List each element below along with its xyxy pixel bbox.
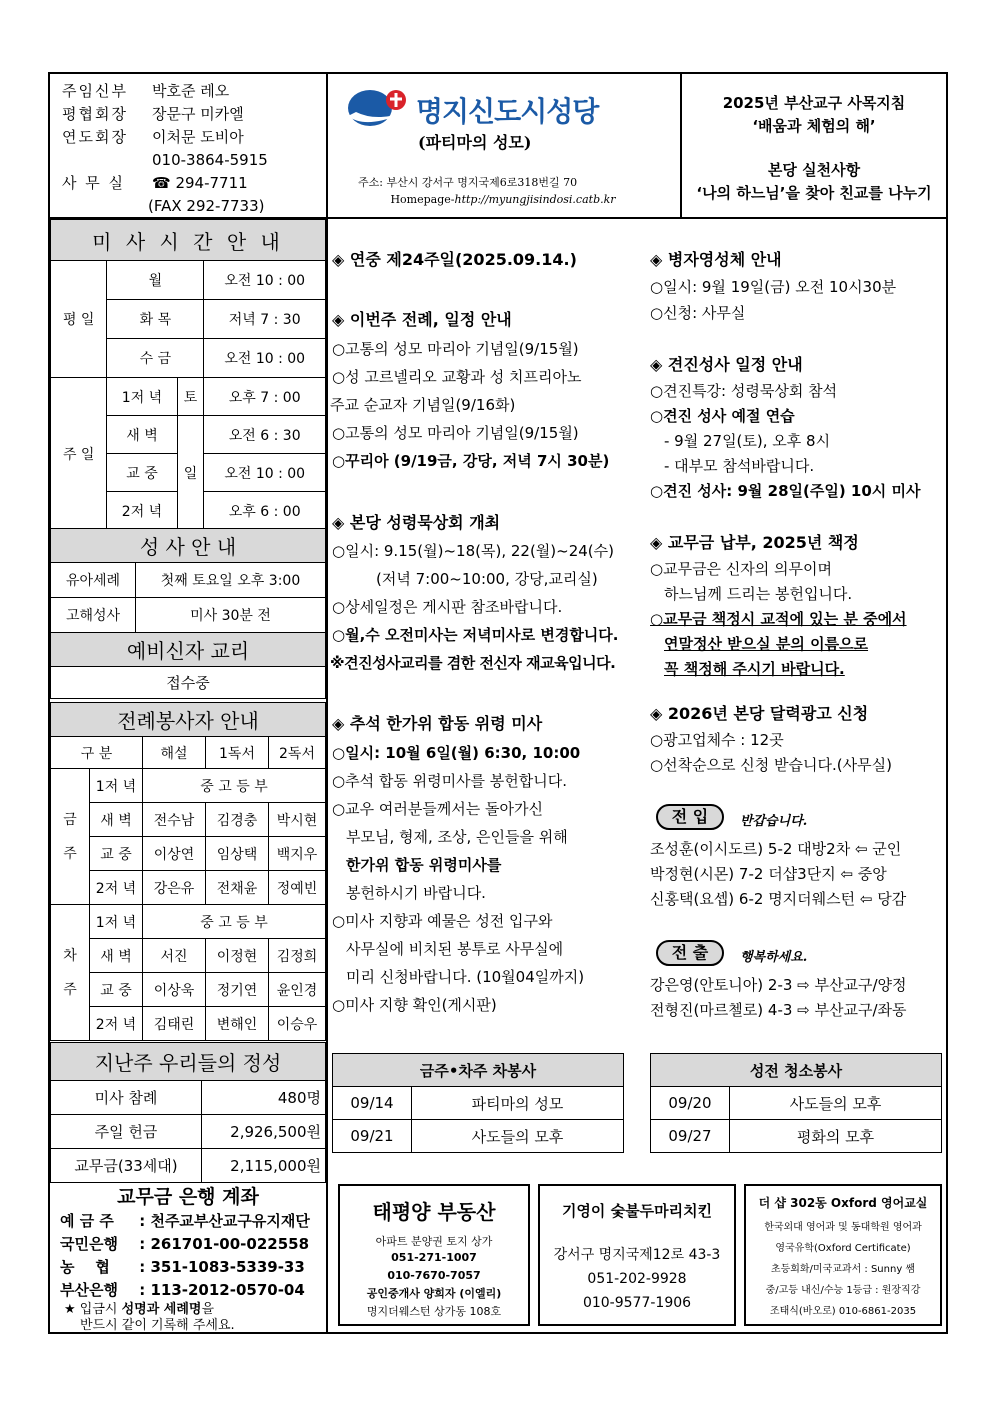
dues-line: 하느님께 드리는 봉헌입니다. <box>664 585 853 603</box>
ad-line: 초등회화/미국교과서 : Sunny 쌤 <box>770 1264 916 1275</box>
staff-row <box>62 149 322 172</box>
duty-group: 파티마의 성모 <box>412 1087 624 1120</box>
motto: ‘배움과 체험의 해’ <box>752 117 876 135</box>
weekday-label: 평 일 <box>51 261 107 378</box>
servers-slot: 새 벽 <box>90 939 143 973</box>
duty-date: 09/14 <box>333 1087 412 1120</box>
staff-role: 주임신부 <box>62 82 128 100</box>
bank-line: 예 금 주 : 천주교부산교구유지재단 <box>60 1210 326 1233</box>
duty-group: 평화의 모후 <box>730 1120 942 1153</box>
offering-title: 지난주 우리들의 정성 <box>51 1043 326 1081</box>
staff-name: 이처문 도비아 <box>152 128 244 146</box>
transfer-in-line: 박정현(시몬) 7-2 더샵3단지 ⇦ 중앙 <box>650 865 887 883</box>
ad-phone: 051-271-1007 <box>391 1251 477 1264</box>
sacrament-title: 성 사 안 내 <box>51 529 326 563</box>
servers-header: 1독서 <box>206 737 269 769</box>
office-phone: ☎ 294-7711 <box>152 174 248 192</box>
mass-time: 오전 6 : 30 <box>204 416 326 454</box>
duty-group: 사도들의 모후 <box>730 1087 942 1120</box>
transfer-out-greeting: 행복하세요. <box>740 950 808 965</box>
offering-label: 미사 참례 <box>51 1081 202 1115</box>
servers-slot: 2저 녁 <box>90 871 143 905</box>
transfer-out-line: 전형진(마르첼로) 4-3 ⇨ 부산교구/좌동 <box>650 1001 907 1019</box>
bank-account: 113-2012-0570-04 <box>150 1281 305 1299</box>
servers-name: 정예빈 <box>269 871 326 905</box>
mass-slot: 2저 녁 <box>107 492 177 530</box>
this-week-label <box>51 769 90 905</box>
mass-time: 오전 10 : 00 <box>204 261 326 300</box>
transfer-in-line: 신홍택(요셉) 6-2 명지더웨스턴 ⇦ 당감 <box>650 890 907 908</box>
servers-slot: 새 벽 <box>90 803 143 837</box>
servers-header: 해설 <box>143 737 206 769</box>
ad-line: 한국외대 영어과 및 동대학원 영어과 <box>764 1222 922 1233</box>
servers-name: 윤인경 <box>269 973 326 1007</box>
ad-title: 기영이 숯불두마리치킨 <box>561 1202 713 1220</box>
bank-note-bold: 성명과 세례명 <box>121 1302 202 1317</box>
staff-list <box>62 80 322 218</box>
liturgy-line: ○고통의 성모 마리아 기념일(9/15월) <box>332 340 579 358</box>
ad-line: 조태식(바오로) 010-6861-2035 <box>769 1306 917 1317</box>
servers-name: 김정희 <box>269 939 326 973</box>
bank-value: 천주교부산교구유지재단 <box>150 1212 310 1230</box>
liturgy-line: 주교 순교자 기념일(9/16화) <box>330 396 516 414</box>
ad-chicken <box>538 1184 736 1326</box>
ad-line: 영국유학(Oxford Certificate) <box>775 1243 911 1254</box>
chuseok-line: ○일시: 10월 6일(월) 6:30, 10:00 <box>332 744 581 762</box>
servers-name: 정기연 <box>206 973 269 1007</box>
servers-group: 중 고 등 부 <box>143 769 326 803</box>
mass-slot: 1저 녁 <box>107 378 177 416</box>
bank-note-line2: 반드시 같이 기록해 주세요. <box>80 1318 235 1333</box>
mass-time: 오후 6 : 00 <box>204 492 326 530</box>
bank-label: 국민은행 <box>60 1235 118 1253</box>
mass-title: 미 사 시 간 안 내 <box>51 220 326 261</box>
chuseok-line: ○미사 지향 확인(게시판) <box>332 996 497 1014</box>
offering-table <box>50 1042 326 1183</box>
retreat-line: ○일시: 9.15(월)~18(목), 22(월)~24(수) <box>332 542 614 560</box>
this-week-char: 금 <box>63 811 77 828</box>
servers-name: 임상택 <box>206 837 269 871</box>
mass-slot: 새 벽 <box>107 416 177 454</box>
practice-text: ‘나의 하느님’을 찾아 친교를 나누기 <box>696 184 932 202</box>
homepage-row <box>326 193 680 206</box>
dues-line: ○교무금 책정시 교적에 있는 분 중에서 <box>650 610 907 628</box>
bank-note <box>64 1302 235 1334</box>
offering-label: 주일 헌금 <box>51 1115 202 1149</box>
chuseok-title: ◈ 추석 한가위 합동 위령 미사 <box>332 714 543 733</box>
liturgy-line: ○꾸리아 (9/19금, 강당, 저녁 7시 30분) <box>332 452 610 470</box>
staff-role: 평협회장 <box>62 105 128 123</box>
staff-role: 연도회장 <box>62 128 128 146</box>
bank-lines <box>60 1210 326 1302</box>
bank-label: 예 금 주 <box>60 1212 114 1230</box>
servers-header: 2독서 <box>269 737 326 769</box>
duty-date: 09/20 <box>651 1087 730 1120</box>
ad-title: 더 샵 302동 Oxford 영어교실 <box>758 1196 928 1210</box>
mass-day: 화 목 <box>107 300 204 339</box>
catechumen-title: 예비신자 교리 <box>51 633 326 667</box>
homepage-label: Homepage- <box>390 193 455 206</box>
confirm-line: - 대부모 참석바랍니다. <box>664 457 815 475</box>
ad-line: 명지더웨스턴 상가동 108호 <box>366 1305 502 1318</box>
clean-duty-title: 성전 청소봉사 <box>651 1054 942 1087</box>
homepage-link[interactable]: http://myungjisindosi.catb.kr <box>454 193 616 206</box>
sunday-title: ◈ 연중 제24주일(2025.09.14.) <box>332 250 577 269</box>
this-week-char: 주 <box>63 845 77 862</box>
sacrament-label: 고해성사 <box>51 598 136 633</box>
servers-table <box>50 702 326 1041</box>
mass-slot: 교 중 <box>107 454 177 492</box>
staff-row <box>62 126 322 149</box>
mass-time: 오후 7 : 00 <box>204 378 326 416</box>
servers-slot: 2저 녁 <box>90 1007 143 1041</box>
bank-line: 부산은행 : 113-2012-0570-04 <box>60 1279 326 1302</box>
staff-row <box>62 195 322 218</box>
staff-name: 박호준 레오 <box>152 82 230 100</box>
staff-role: 사 무 실 <box>62 174 126 192</box>
offering-value: 480명 <box>202 1081 326 1115</box>
mass-schedule-table <box>50 219 326 530</box>
church-logo-icon <box>346 86 412 132</box>
retreat-title: ◈ 본당 성령묵상회 개최 <box>332 513 501 532</box>
chuseok-line: 봉헌하시기 바랍니다. <box>346 884 486 902</box>
chuseok-line: 부모님, 형제, 조상, 은인들을 위해 <box>346 828 568 846</box>
servers-slot: 1저 녁 <box>90 769 143 803</box>
next-week-label <box>51 905 90 1041</box>
ad-title: 태평양 부동산 <box>372 1200 496 1224</box>
confirmation-title: ◈ 견진성사 일정 안내 <box>650 355 803 374</box>
ad-line: 공인중개사 양희자 (이엘리) <box>366 1287 502 1300</box>
duty-date: 09/27 <box>651 1120 730 1153</box>
confirm-line: ○견진특강: 성령묵상회 참석 <box>650 382 838 400</box>
staff-row <box>62 80 322 103</box>
sick-communion-title: ◈ 병자영성체 안내 <box>650 250 782 269</box>
servers-name: 이정현 <box>206 939 269 973</box>
dues-title: ◈ 교무금 납부, 2025년 책정 <box>650 533 859 552</box>
car-duty-title: 금주•차주 차봉사 <box>333 1054 624 1087</box>
confirm-line: ○견진 성사: 9월 28일(주일) 10시 미사 <box>650 482 921 500</box>
retreat-line: ※견진성사교리를 겸한 전신자 재교육입니다. <box>330 654 616 672</box>
chuseok-line: 미리 신청바랍니다. (10월04일까지) <box>346 968 585 986</box>
ad-phone: 051-202-9928 <box>587 1271 687 1287</box>
confirm-line: ○견진 성사 예절 연습 <box>650 407 795 425</box>
sacrament-value: 미사 30분 전 <box>136 598 326 633</box>
liturgy-line: ○고통의 성모 마리아 기념일(9/15월) <box>332 424 579 442</box>
motto-year: 2025년 부산교구 사목지침 <box>722 94 906 112</box>
staff-row <box>62 172 322 195</box>
sacrament-label: 유아세례 <box>51 563 136 598</box>
offering-value: 2,926,500원 <box>202 1115 326 1149</box>
chuseok-line: ○추석 합동 위령미사를 봉헌합니다. <box>332 772 568 790</box>
office-fax: (FAX 292-7733) <box>148 197 265 215</box>
retreat-line: ○상세일정은 게시판 참조바랍니다. <box>332 598 563 616</box>
ad-phone: 010-7670-7057 <box>387 1269 481 1282</box>
mass-day: 월 <box>107 261 204 300</box>
sacrament-value: 첫째 토요일 오후 3:00 <box>136 563 326 598</box>
ad-phone: 010-9577-1906 <box>582 1295 692 1311</box>
chuseok-line: 사무실에 비치된 봉투로 사무실에 <box>346 940 564 958</box>
church-name: 명지신도시성당 <box>416 95 599 128</box>
servers-name: 백지우 <box>269 837 326 871</box>
sunday-day-label: 일 <box>177 416 204 530</box>
bank-line: 농 협 : 351-1083-5339-33 <box>60 1256 326 1279</box>
car-duty-table <box>332 1053 624 1153</box>
staff-phone: 010-3864-5915 <box>152 151 268 169</box>
servers-name: 강은유 <box>143 871 206 905</box>
mass-time: 오전 10 : 00 <box>204 454 326 492</box>
sick-line: ○신청: 사무실 <box>650 304 746 322</box>
dues-line: ○교무금은 신자의 의무이며 <box>650 560 833 578</box>
servers-name: 서진 <box>143 939 206 973</box>
bank-note-post: 을 <box>201 1302 215 1317</box>
bank-note-pre: ★ 입금시 <box>64 1302 122 1317</box>
dues-line: 연말정산 받으실 분의 이름으로 <box>664 635 869 653</box>
servers-name: 김태린 <box>143 1007 206 1041</box>
servers-name: 전채윤 <box>206 871 269 905</box>
confirm-line: - 9월 27일(토), 오후 8시 <box>664 432 831 450</box>
servers-name: 이상연 <box>143 837 206 871</box>
sunday-label: 주 일 <box>51 378 107 530</box>
liturgy-title: ◈ 이번주 전례, 일정 안내 <box>332 310 512 329</box>
bank-line: 국민은행 : 261701-00-022558 <box>60 1233 326 1256</box>
mass-time: 저녁 7 : 30 <box>204 300 326 339</box>
servers-name: 이상욱 <box>143 973 206 1007</box>
mass-time: 오전 10 : 00 <box>204 339 326 378</box>
sacrament-table <box>50 528 326 699</box>
transfer-in-greeting: 반갑습니다. <box>740 814 808 829</box>
saturday-label: 토 <box>177 378 204 416</box>
servers-group: 중 고 등 부 <box>143 905 326 939</box>
calendar-line: ○선착순으로 신청 받습니다.(사무실) <box>650 756 892 774</box>
servers-slot: 교 중 <box>90 973 143 1007</box>
bank-account: 261701-00-022558 <box>150 1235 310 1253</box>
calendar-line: ○광고업체수 : 12곳 <box>650 731 784 749</box>
retreat-line: ○월,수 오전미사는 저녁미사로 변경합니다. <box>332 626 619 644</box>
ad-line: 중/고등 내신/수능 1등급 : 원장직강 <box>765 1285 921 1296</box>
address: 주소: 부산시 강서구 명지국제6로318번길 70 <box>358 176 578 189</box>
left-column-divider <box>326 74 328 1332</box>
calendar-ad-title: ◈ 2026년 본당 달력광고 신청 <box>650 704 869 723</box>
chuseok-line: ○교우 여러분들께서는 돌아가신 <box>332 800 543 818</box>
duty-date: 09/21 <box>333 1120 412 1153</box>
bank-label: 농 협 <box>60 1258 110 1276</box>
bank-account: 351-1083-5339-33 <box>150 1258 305 1276</box>
servers-header: 구 분 <box>51 737 143 769</box>
servers-name: 이승우 <box>269 1007 326 1041</box>
ad-line: 아파트 분양권 토지 상가 <box>375 1235 493 1248</box>
retreat-line: (저녁 7:00~10:00, 강당,교리실) <box>376 570 598 588</box>
transfer-out-badge: 전 출 <box>656 940 724 966</box>
next-week-char: 차 <box>63 947 77 964</box>
duty-group: 사도들의 모후 <box>412 1120 624 1153</box>
servers-slot: 1저 녁 <box>90 905 143 939</box>
ad-real-estate <box>338 1184 530 1326</box>
bank-title: 교무금 은행 계좌 <box>117 1186 259 1208</box>
ad-english-school <box>744 1184 942 1326</box>
dues-line: 꼭 책정해 주시기 바랍니다. <box>664 660 845 678</box>
servers-name: 김경충 <box>206 803 269 837</box>
catechumen-value: 접수중 <box>51 667 326 699</box>
transfer-out-line: 강은영(안토니아) 2-3 ⇨ 부산교구/양정 <box>650 976 907 994</box>
mass-day: 수 금 <box>107 339 204 378</box>
offering-label: 교무금(33세대) <box>51 1149 202 1183</box>
bank-label: 부산은행 <box>60 1281 118 1299</box>
servers-name: 전수남 <box>143 803 206 837</box>
servers-name: 변해인 <box>206 1007 269 1041</box>
staff-row <box>62 103 322 126</box>
staff-name: 장문구 미카엘 <box>152 105 244 123</box>
bulletin-page <box>48 72 948 1334</box>
chuseok-line: ○미사 지향과 예물은 성전 입구와 <box>332 912 553 930</box>
offering-value: 2,115,000원 <box>202 1149 326 1183</box>
servers-name: 박시현 <box>269 803 326 837</box>
ad-line: 강서구 명지국제12로 43-3 <box>553 1247 721 1263</box>
clean-duty-table <box>650 1053 942 1153</box>
transfer-in-badge: 전 입 <box>656 804 724 830</box>
chuseok-line: 한가위 합동 위령미사를 <box>346 856 502 874</box>
servers-slot: 교 중 <box>90 837 143 871</box>
liturgy-line: ○성 고르넬리오 교황과 성 치프리아노 <box>332 368 582 386</box>
servers-title: 전례봉사자 안내 <box>51 703 326 737</box>
church-subtitle: (파티마의 성모) <box>418 133 532 152</box>
next-week-char: 주 <box>63 981 77 998</box>
transfer-in-line: 조성훈(이시도르) 5-2 대방2차 ⇦ 군인 <box>650 840 902 858</box>
practice-title: 본당 실천사항 <box>767 161 861 179</box>
sick-line: ○일시: 9월 19일(금) 오전 10시30분 <box>650 278 897 296</box>
